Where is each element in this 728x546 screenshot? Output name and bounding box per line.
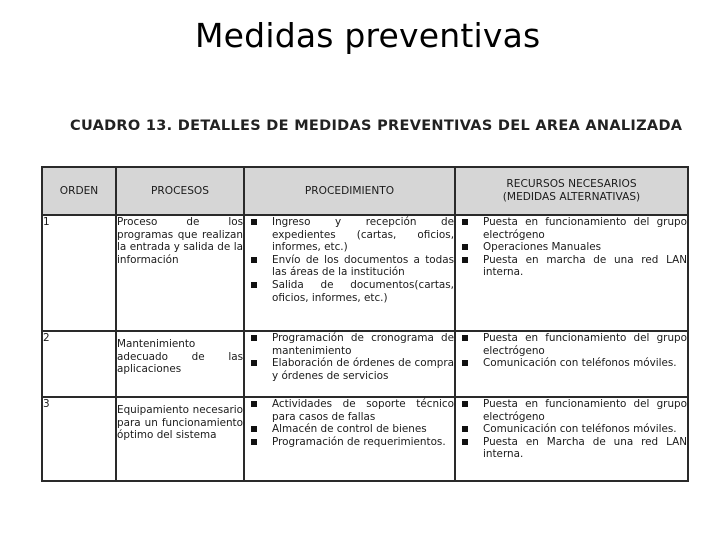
procedure-list bbox=[245, 332, 454, 382]
resource-item bbox=[456, 332, 687, 357]
resource-item bbox=[456, 423, 687, 436]
procedure-item bbox=[245, 279, 454, 304]
resource-item bbox=[456, 216, 687, 241]
slide-title: Medidas preventivas bbox=[195, 16, 541, 55]
resource-cell bbox=[455, 215, 688, 331]
table-row bbox=[42, 331, 688, 397]
order-cell: 1 bbox=[42, 215, 116, 331]
procedure-item bbox=[245, 357, 454, 382]
table-row bbox=[42, 397, 688, 481]
bullet-square-icon bbox=[462, 401, 468, 407]
procedure-cell bbox=[244, 215, 455, 331]
procedure-item bbox=[245, 436, 454, 449]
procedure-text: Ingreso y recepción de expedientes (cartas, oficios, informes, etc.) bbox=[272, 216, 454, 254]
bullet-square-icon bbox=[251, 282, 257, 288]
procedure-text: Almacén de control de bienes bbox=[272, 423, 427, 436]
bullet-square-icon bbox=[462, 257, 468, 263]
resource-text: Puesta en marcha de una red LAN interna. bbox=[483, 253, 687, 279]
bullet-square-icon bbox=[251, 219, 257, 225]
resource-cell bbox=[455, 331, 688, 397]
procedure-text: Salida de documentos(cartas, oficios, informes, etc.) bbox=[272, 278, 454, 304]
resource-text: Comunicación con teléfonos móviles. bbox=[483, 357, 677, 370]
process-cell: Proceso de los programas que realizan la entrada y salida de la información bbox=[116, 215, 244, 331]
procedure-item bbox=[245, 332, 454, 357]
bullet-square-icon bbox=[462, 335, 468, 341]
bullet-square-icon bbox=[462, 426, 468, 432]
resource-list bbox=[456, 398, 687, 461]
header-orden: ORDEN bbox=[42, 167, 116, 215]
bullet-square-icon bbox=[251, 426, 257, 432]
resource-text: Puesta en funcionamiento del grupo electrógeno bbox=[483, 216, 687, 241]
bullet-square-icon bbox=[251, 257, 257, 263]
resource-text: Puesta en Marcha de una red LAN interna. bbox=[483, 435, 687, 461]
resource-list bbox=[456, 216, 687, 279]
bullet-square-icon bbox=[462, 439, 468, 445]
bullet-square-icon bbox=[462, 219, 468, 225]
order-cell: 2 bbox=[42, 331, 116, 397]
bullet-square-icon bbox=[251, 360, 257, 366]
procedure-text: Envío de los documentos a todas las áreas de la institución bbox=[272, 253, 454, 279]
procedure-cell bbox=[244, 397, 455, 481]
procedure-item bbox=[245, 398, 454, 423]
procedure-text: Programación de cronograma de mantenimiento bbox=[272, 332, 454, 357]
resource-text: Comunicación con teléfonos móviles. bbox=[483, 423, 677, 436]
table-row bbox=[42, 215, 688, 331]
procedure-list bbox=[245, 398, 454, 448]
bullet-square-icon bbox=[251, 335, 257, 341]
procedure-text: Elaboración de órdenes de compra y órdenes de servicios bbox=[272, 357, 454, 382]
procedure-item bbox=[245, 254, 454, 279]
process-cell: Equipamiento necesario para un funcionamiento óptimo del sistema bbox=[116, 397, 244, 481]
resource-item bbox=[456, 254, 687, 279]
resource-item bbox=[456, 357, 687, 370]
resource-list bbox=[456, 332, 687, 370]
resource-text: Puesta en funcionamiento del grupo electrógeno bbox=[483, 332, 687, 357]
header-recursos: RECURSOS NECESARIOS (MEDIDAS ALTERNATIVAS) bbox=[455, 167, 688, 215]
table-header-row bbox=[42, 167, 688, 215]
procedure-cell bbox=[244, 331, 455, 397]
resource-text: Operaciones Manuales bbox=[483, 241, 602, 254]
resource-cell bbox=[455, 397, 688, 481]
process-cell: Mantenimiento adecuado de las aplicaciones bbox=[116, 331, 244, 397]
resource-item bbox=[456, 398, 687, 423]
procedure-text: Actividades de soporte técnico para casos de fallas bbox=[272, 398, 454, 423]
bullet-square-icon bbox=[462, 244, 468, 250]
procedure-text: Programación de requerimientos. bbox=[272, 435, 446, 448]
bullet-square-icon bbox=[462, 360, 468, 366]
order-cell: 3 bbox=[42, 397, 116, 481]
bullet-square-icon bbox=[251, 439, 257, 445]
procedure-item bbox=[245, 216, 454, 254]
preventive-measures-table bbox=[41, 166, 689, 482]
resource-item bbox=[456, 436, 687, 461]
header-procesos: PROCESOS bbox=[116, 167, 244, 215]
bullet-square-icon bbox=[251, 401, 257, 407]
resource-text: Puesta en funcionamiento del grupo electrógeno bbox=[483, 398, 687, 423]
resource-item bbox=[456, 241, 687, 254]
header-procedimiento: PROCEDIMIENTO bbox=[244, 167, 455, 215]
procedure-list bbox=[245, 216, 454, 304]
table-caption: CUADRO 13. DETALLES DE MEDIDAS PREVENTIVAS DEL AREA ANALIZADA bbox=[70, 118, 683, 134]
procedure-item bbox=[245, 423, 454, 436]
